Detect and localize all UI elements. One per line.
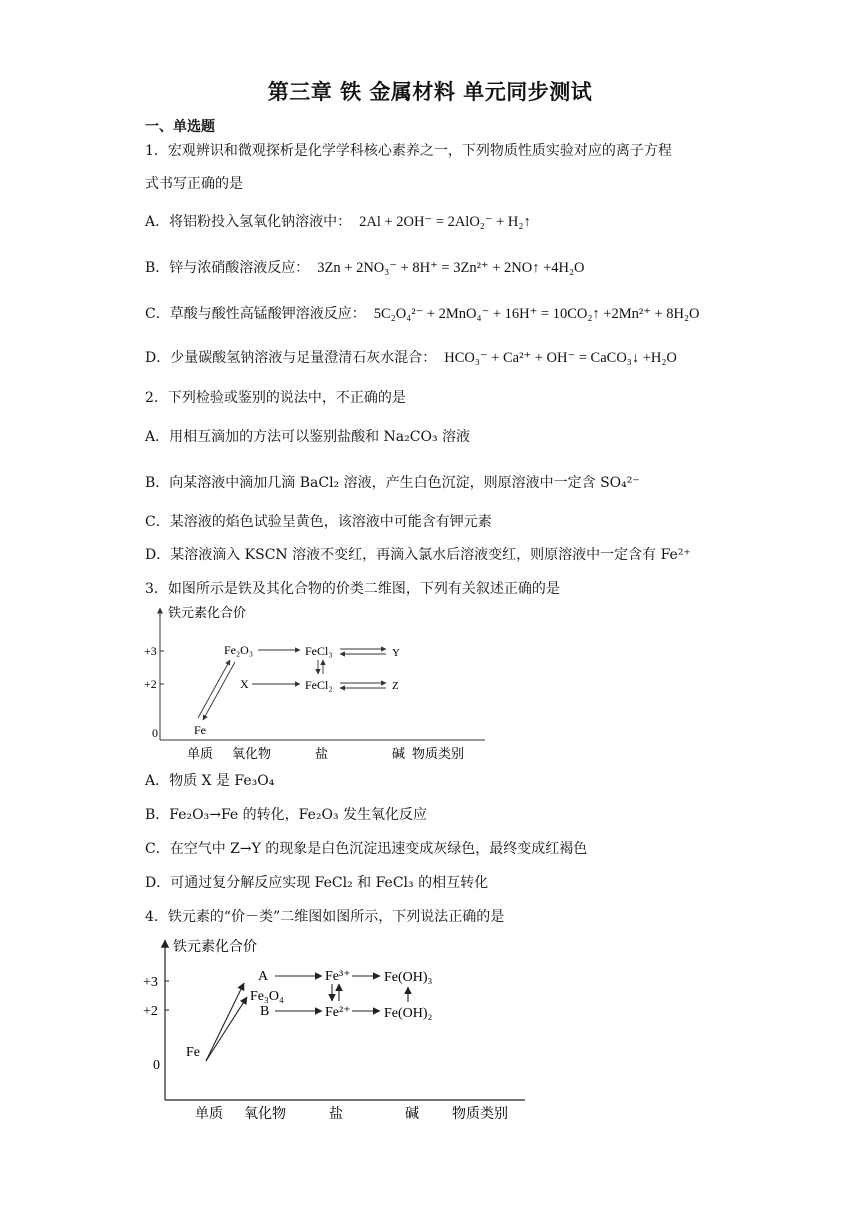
q3-xtick-salt: 盐 [315, 747, 329, 762]
q3-node-fecl2: FeCl₂ [305, 678, 333, 692]
q4-node-fe2: Fe²⁺ [325, 1005, 351, 1020]
q1-stem-line2: 式书写正确的是 [145, 176, 243, 192]
q4-node-a: A [258, 969, 269, 984]
q1-option-c [145, 304, 700, 324]
q3-xtick-oxide: 氧化物 [232, 747, 272, 762]
q3-xtick-element: 单质 [187, 747, 214, 762]
q2-option-a: A．用相互滴加的方法可以鉴别盐酸和 Na₂CO₃ 溶液 [145, 429, 471, 445]
q3-option-a: A．物质 X 是 Fe₃O₄ [145, 773, 275, 789]
q1-option-c-equation: 5C₂O₄²⁻ + 2MnO₄⁻ + 16H⁺ = 10CO₂↑ +2Mn²⁺ + 8H₂O [373, 306, 700, 322]
q2-option-b: B．向某溶液中滴加几滴 BaCl₂ 溶液，产生白色沉淀，则原溶液中一定含 SO₄²⁻ [145, 475, 640, 491]
q4-figure [140, 930, 530, 1130]
q2-option-d: D．某溶液滴入 KSCN 溶液不变红，再滴入氯水后溶液变红，则原溶液中一定含有 Fe²⁺ [145, 547, 691, 563]
q1-option-c-text: C．草酸与酸性高锰酸钾溶液反应： [145, 306, 366, 322]
q4-node-fe3: Fe³⁺ [325, 969, 351, 984]
q4-stem: 4．铁元素的“价－类”二维图如图所示，下列说法正确的是 [145, 909, 505, 925]
q3-xtick-category: 物质类别 [412, 747, 465, 762]
q3-ytick-3: +3 [144, 644, 157, 658]
q3-figure [140, 600, 490, 765]
q2-stem: 2．下列检验或鉴别的说法中，不正确的是 [145, 390, 406, 406]
q3-xtick-base: 碱 [392, 747, 406, 762]
q3-node-y: Y [392, 647, 400, 659]
section-heading: 一、单选题 [145, 119, 215, 135]
q3-node-x: X [240, 677, 249, 691]
q1-option-a-text: A．将铝粉投入氢氧化钠溶液中： [145, 214, 352, 230]
q4-xtick-base: 碱 [405, 1106, 419, 1122]
q1-option-a [145, 212, 531, 232]
q4-ytick-0: 0 [153, 1058, 160, 1073]
q3-node-fecl3: FeCl₃ [305, 644, 333, 658]
q3-option-b: B．Fe₂O₃→Fe 的转化，Fe₂O₃ 发生氧化反应 [145, 807, 428, 823]
q1-option-a-equation: 2Al + 2OH⁻ = 2AlO₂⁻ + H₂↑ [359, 214, 531, 230]
q1-option-d-text: D．少量碳酸氢钠溶液与足量澄清石灰水混合： [145, 350, 437, 366]
q1-option-d [145, 348, 677, 368]
page-title: 第三章 铁 金属材料 单元同步测试 [267, 80, 593, 104]
q3-option-c: C．在空气中 Z→Y 的现象是白色沉淀迅速变成灰绿色，最终变成红褐色 [145, 841, 588, 857]
q4-node-feoh2: Fe(OH)₂ [384, 1006, 433, 1021]
q1-stem-line1: 1．宏观辨识和微观探析是化学学科核心素养之一，下列物质性质实验对应的离子方程 [145, 143, 672, 159]
q3-option-d: D．可通过复分解反应实现 FeCl₂ 和 FeCl₃ 的相互转化 [145, 875, 489, 891]
q3-node-fe2o3: Fe₂O₃ [224, 643, 254, 657]
q2-option-c: C．某溶液的焰色试验呈黄色，该溶液中可能含有钾元素 [145, 514, 492, 530]
q3-y-label: 铁元素化合价 [168, 606, 247, 621]
q4-xtick-salt: 盐 [329, 1106, 343, 1122]
q3-ytick-0: 0 [152, 726, 158, 740]
q4-xtick-element: 单质 [195, 1106, 223, 1122]
q3-ytick-2: +2 [144, 677, 157, 691]
q4-node-feoh3: Fe(OH)₃ [384, 970, 433, 985]
q4-ytick-2: +2 [143, 1004, 158, 1019]
q4-y-label: 铁元素化合价 [173, 939, 257, 955]
q1-option-d-equation: HCO₃⁻ + Ca²⁺ + OH⁻ = CaCO₃↓ +H₂O [444, 350, 677, 366]
q4-node-fe3o4: Fe₃O₄ [250, 989, 284, 1004]
q1-option-b-text: B．锌与浓硝酸溶液反应： [145, 260, 310, 276]
q3-stem: 3．如图所示是铁及其化合物的价类二维图，下列有关叙述正确的是 [145, 581, 560, 597]
q4-node-b: B [260, 1004, 270, 1019]
q4-xtick-category: 物质类别 [452, 1106, 508, 1122]
q4-node-fe: Fe [186, 1045, 200, 1060]
q1-option-b [145, 258, 585, 278]
q4-xtick-oxide: 氧化物 [244, 1106, 286, 1122]
q4-ytick-3: +3 [143, 975, 158, 990]
q1-option-b-equation: 3Zn + 2NO₃⁻ + 8H⁺ = 3Zn²⁺ + 2NO↑ +4H₂O [317, 260, 585, 276]
q3-node-fe: Fe [194, 723, 206, 737]
q3-node-z: Z [392, 680, 399, 692]
